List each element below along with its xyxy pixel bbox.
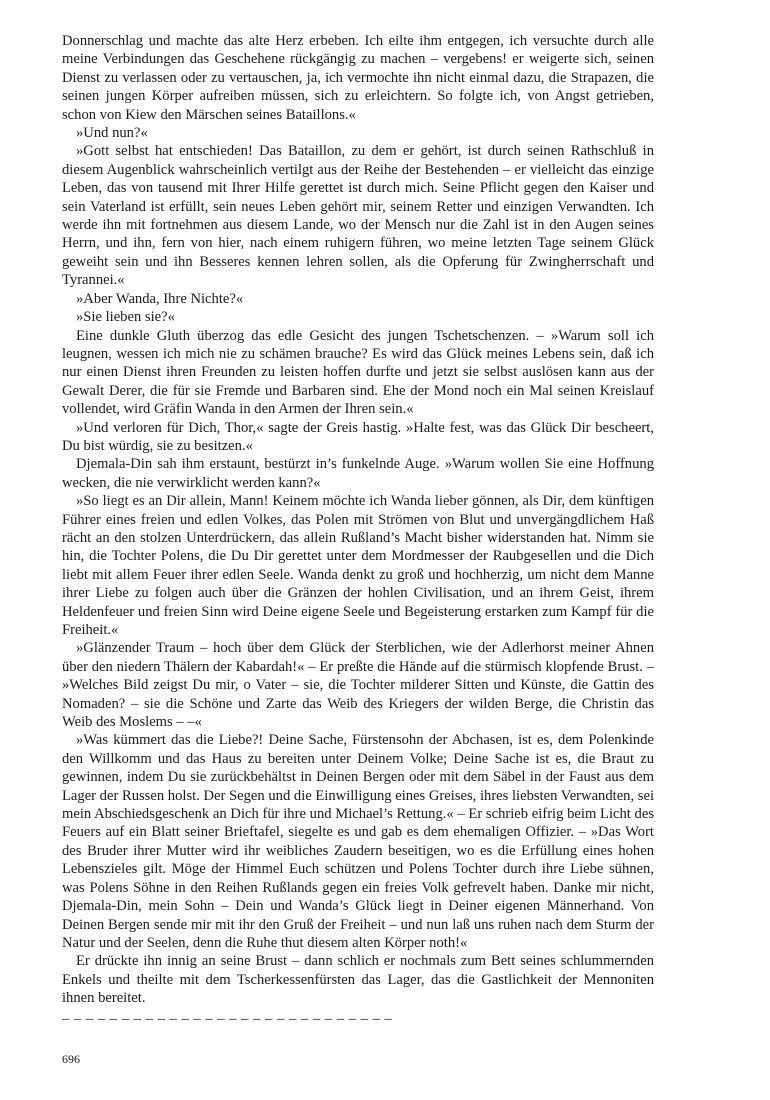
body-text — [62, 32, 654, 1028]
page-number: 696 — [62, 1052, 80, 1066]
paragraph: Donnerschlag und machte das alte Herz erbeben. Ich eilte ihm entgegen, ich versuchte durch alle meine Verbindungen das Geschehene rückgängig zu machen – vergebens! er weigerte sich, seinen Dienst zu verlassen oder zu vertauschen, ja, ich vermochte ihn nicht einmal dazu, die Strapazen, die seinen jungen Körper aufreiben müssen, sich zu erleichtern. So folgte ich, von Angst getrieben, schon von Kiew den Märschen seines Bataillons.« — [62, 33, 654, 123]
paragraph: Eine dunkle Gluth überzog das edle Gesicht des jungen Tschetschenzen. – »Warum soll ich leugnen, wessen ich mich nie zu schämen brauche? Es wird das Glück meines Lebens sein, daß ich nur einen Dienst ihren Freunden zu leisten hoffen durfte und jetzt sie selbst auslösen kann aus der Gewalt Derer, die für sie Fremde und Barbaren sind. Ehe der Mond noch ein Mal seinen Kreislauf vollendet, wird Gräfin Wanda in den Armen der Ihren sein.« — [62, 327, 654, 418]
paragraph: Er drückte ihn innig an seine Brust – dann schlich er nochmals zum Bett seines schlummernden Enkels und theilte mit dem Tscherkessenfürsten das Lager, das die Gastlichkeit der Mennoniten ihnen bereitet. — [62, 953, 654, 1007]
paragraph: »Und verloren für Dich, Thor,« sagte der Greis hastig. »Halte fest, was das Glück Dir bescheert, Du bist würdig, sie zu besitzen.« — [62, 419, 654, 454]
paragraph: »Sie lieben sie?« — [76, 309, 175, 326]
paragraph: Djemala-Din sah ihm erstaunt, bestürzt in’s funkelnde Auge. »Warum wollen Sie eine Hoffnung wecken, die nie verwirklicht werden kann?« — [62, 456, 654, 491]
paragraph: »Und nun?« — [76, 125, 148, 142]
paragraph: »Aber Wanda, Ihre Nichte?« — [76, 290, 244, 307]
paragraph: »So liegt es an Dir allein, Mann! Keinem möchte ich Wanda lieber gönnen, als Dir, dem künftigen Führer eines freien und edlen Volkes, das Polen mit Strömen von Blut und unvergängdlichem Haß rächt an den stolzen Unterdrückern, das allein Rußland’s Macht bisher widerstanden hat. Nimm sie hin, die Tochter Polens, die Du Dir gerettet unter dem Mordmesser der Raubgesellen und die Dich liebt mit allem Feuer ihrer edlen Seele. Wanda denkt zu groß und hochherzig, um nicht dem Manne ihrer Liebe zu folgen auch über die Gränzen der hohlen Civilisation, und an ihrem Geist, ihrem Heldenfeuer und freien Sinn wird Deine eigene Seele und Begeisterung erstarken zum Kampf für die Freiheit.« — [62, 493, 654, 638]
paragraph: »Glänzender Traum – hoch über dem Glück der Sterblichen, wie der Adlerhorst meiner Ahnen über den niedern Thälern der Kabardah!« – Er preßte die Hände auf die stürmisch klopfende Brust. – »Welches Bild zeigst Du mir, o Vater – sie, die Tochter milderer Sitten und Künste, die Gattin des Nomaden? – sie die Schöne und Zarte das Weib des Kriegers der wilden Berge, die Christin das Weib des Moslems – –« — [62, 640, 654, 731]
paragraph: »Was kümmert das die Liebe?! Deine Sache, Fürstensohn der Abchasen, ist es, dem Polenkinde den Willkomm und das Haus zu bereiten unter Deinem Volke; Deine Sache ist es, die Braut zu gewinnen, indem Du sie zurückbehältst in Deinen Bergen oder mit dem Säbel in der Faust aus dem Lager der Russen holst. Der Segen und die Einwilligung eines Greises, ihres liebsten Verwandten, sei mein Abschiedsgeschenk an Dich für ihre und Michael’s Rettung.« – Er schrieb eifrig beim Licht des Feuers auf ein Blatt seiner Brieftafel, siegelte es und gab es dem ehemaligen Offizier. – »Das Wort des Bruder ihrer Mutter wird ihr weibliches Zaudern beseitigen, wo es die Erfüllung eines hohen Lebenszieles gilt. Möge der Himmel Euch schützen und Polens Tochter durch ihre Liebe sühnen, was Polens Söhne in den Reihen Rußlands gegen ein freies Volk gefrevelt haben. Danke mir nicht, Djemala-Din, mein Sohn – Dein und Wanda’s Glück liegt in Deiner eigenen Männerhand. Von Deinen Bergen sende mir mit ihr den Gruß der Freiheit – und nun laß uns ruhen nach dem Sturm der Natur und der Seelen, denn die Ruhe thut diesem alten Körper noth!« — [62, 732, 654, 951]
section-separator: – – – – – – – – – – – – – – – – – – – – – – – – – – – – — [62, 1010, 393, 1027]
paragraph: »Gott selbst hat entschieden! Das Bataillon, zu dem er gehört, ist durch seinen Rathschluß in diesem Augenblick wahrscheinlich vertilgt aus der Reihe der Bestehenden – er vielleicht das einzige Leben, das von tausend mit Ihrer Hilfe gerettet ist durch mich. Seine Pflicht gegen den Kaiser und sein Vaterland ist erfüllt, sein neues Leben gehört mir, seinem Retter und einzigen Verwandten. Ich werde ihn mit fortnehmen aus diesem Lande, wo der Mensch nur die Zahl ist in den Augen seines Herrn, und ihn, fern von hier, nach einem ruhigern führen, wo meine letzten Tage seinem Glück geweiht sein und ihn Besseres kennen lehren sollen, als die Opferung für Zwingherrschaft und Tyrannei.« — [62, 143, 654, 289]
